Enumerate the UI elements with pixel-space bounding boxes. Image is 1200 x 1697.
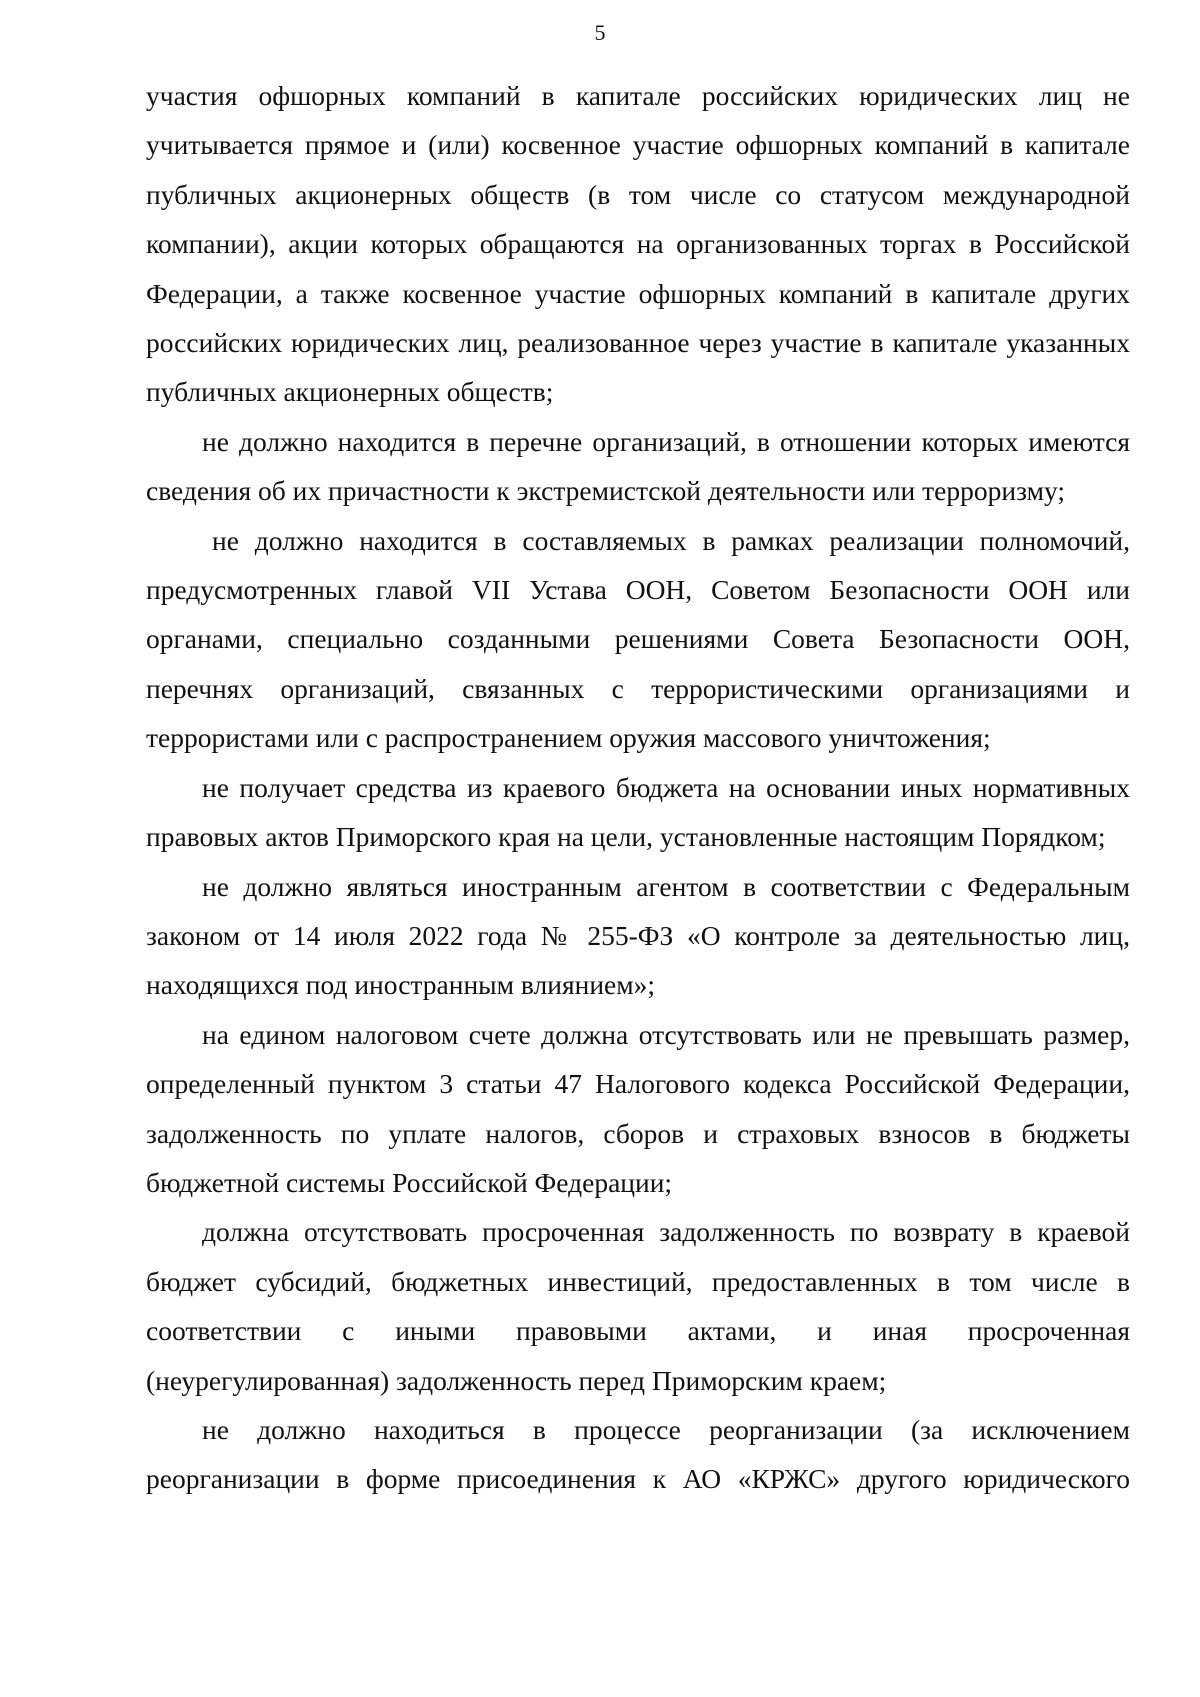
page-number: 5 (594, 20, 606, 45)
paragraph-extremism-list: не должно находится в перечне организаций, в отношении которых имеются сведения об их причастности к экстремистской деятельности или терроризму; (146, 425, 1130, 507)
paragraph-un-sanctions-list: не должно находится в составляемых в рамках реализации полномочий, предусмотренных главой VII Устава ООН, Советом Безопасности ООН или органами, специально созданными решениями Совета Безопасности ООН, перечнях организаций, связанных с террористическими организациями и террористами или с распространением оружия массового уничтожения; (146, 524, 1130, 754)
paragraph-tax-debt: на едином налоговом счете должна отсутствовать или не превышать размер, определенный пунктом 3 статьи 47 Налогового кодекса Российской Федерации, задолженность по уплате налогов, сборов и страховых взносов в бюджеты бюджетной системы Российской Федерации; (146, 1018, 1130, 1198)
paragraph-budget-funds: не получает средства из краевого бюджета на основании иных нормативных правовых актов Приморского края на цели, установленные настоящим Порядком; (146, 771, 1130, 853)
paragraph-foreign-agent: не должно являться иностранным агентом в соответствии с Федеральным законом от 14 июля 2022 года № 255-ФЗ «О контроле за деятельностью лиц, находящихся под иностранным влиянием»; (146, 870, 1130, 1001)
paragraph-reorganization: не должно находиться в процессе реорганизации (за исключением реорганизации в форме присоединения к АО «КРЖС» другого юридического (146, 1413, 1130, 1495)
document-body (146, 71, 1130, 1504)
paragraph-offshore-participation: участия офшорных компаний в капитале российских юридических лиц не учитывается прямое и (или) косвенное участие офшорных компаний в капитале публичных акционерных обществ (в том числе со статусом международной компании), акции которых обращаются на организованных торгах в Российской Федерации, а также косвенное участие офшорных компаний в капитале других российских юридических лиц, реализованное через участие в капитале указанных публичных акционерных обществ; (146, 80, 1130, 408)
paragraph-overdue-debt: должна отсутствовать просроченная задолженность по возврату в краевой бюджет субсидий, бюджетных инвестиций, предоставленных в том числе в соответствии с иными правовыми актами, и иная просроченная (неурегулированная) задолженность перед Приморским краем; (146, 1216, 1130, 1396)
